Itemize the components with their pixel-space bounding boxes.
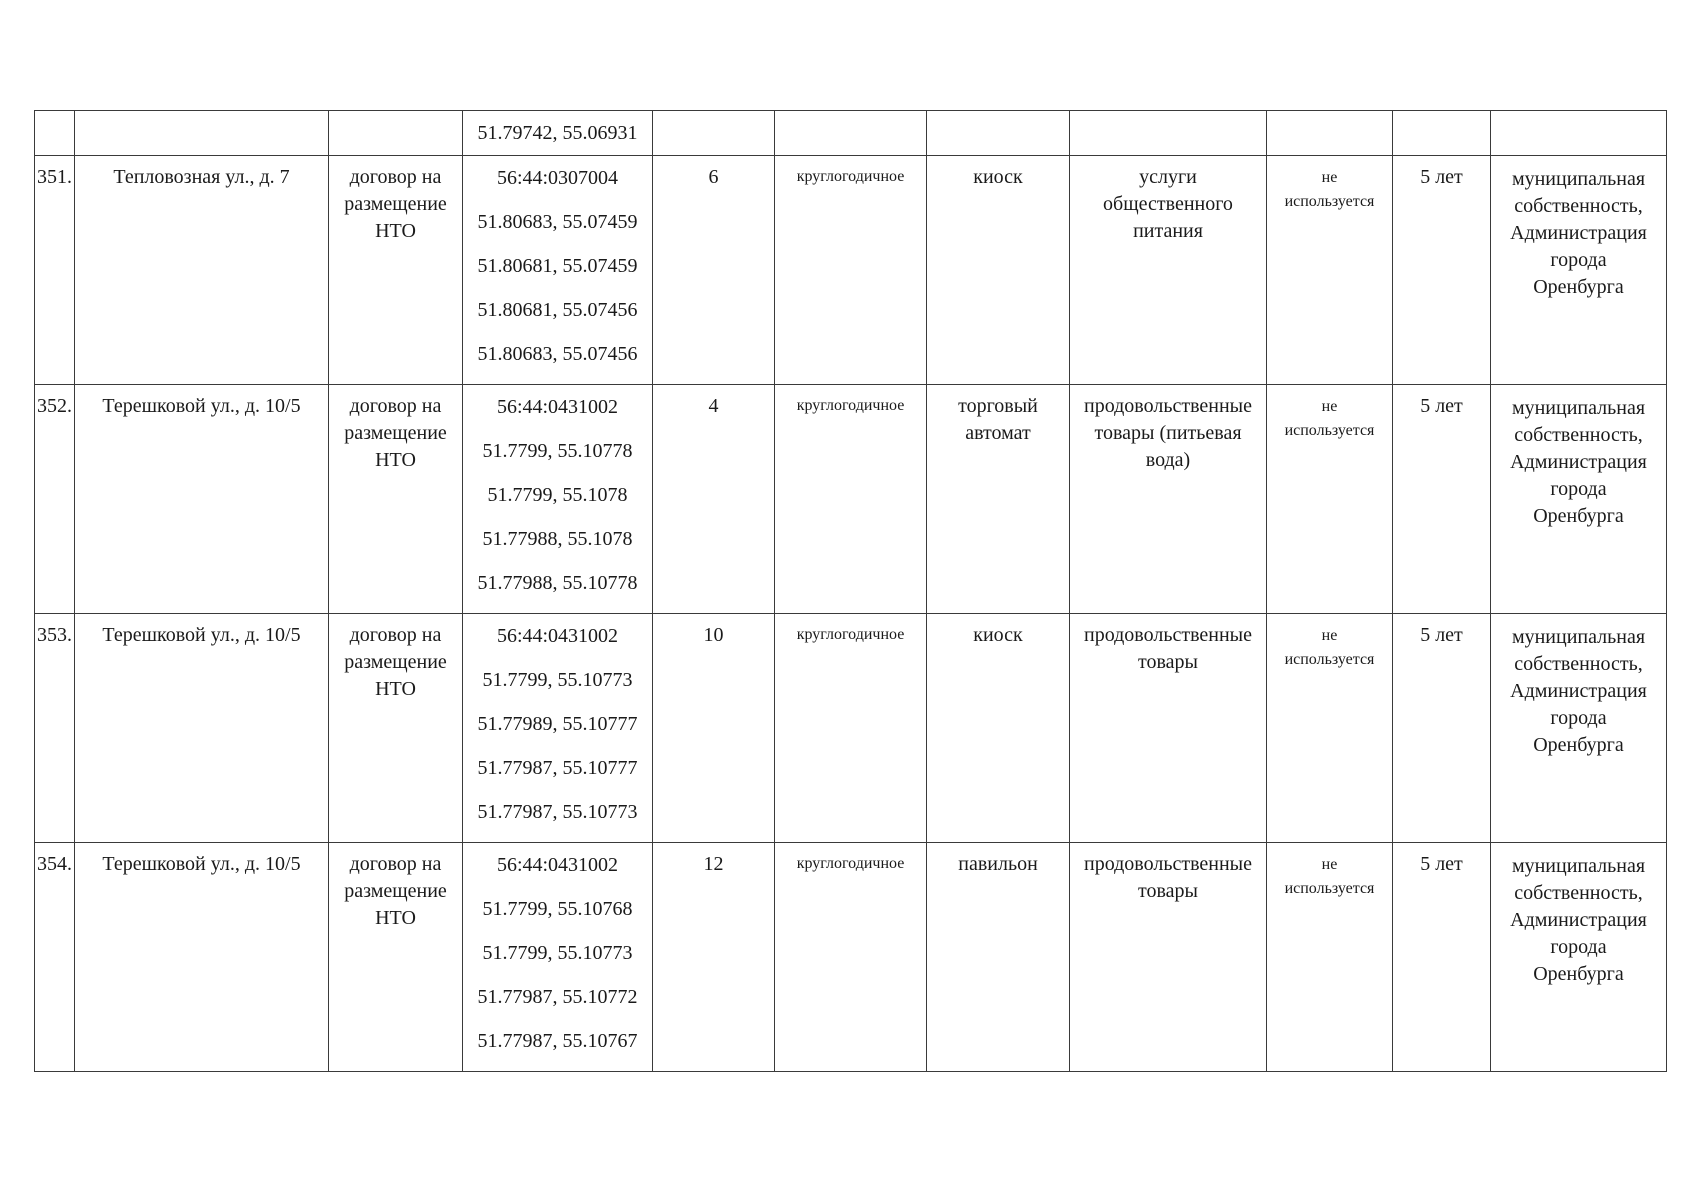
specialization-line: продовольственные (1084, 624, 1252, 646)
coordinate-line: 56:44:0431002 (496, 396, 619, 418)
coordinate-line: 51.80681, 55.07456 (477, 299, 638, 321)
basis-line: договор на (349, 395, 442, 417)
basis-line: НТО (375, 907, 416, 929)
coordinate-line: 56:44:0431002 (496, 854, 619, 876)
cell-term: 5 лет (1393, 843, 1491, 1072)
cell-basis (329, 843, 463, 1072)
cell-owner (1491, 843, 1667, 1072)
owner-line: Оренбурга (1533, 505, 1624, 527)
basis-line: договор на (349, 853, 442, 875)
coordinate-line: 51.77987, 55.10773 (477, 801, 638, 823)
cell-num: 352. (35, 385, 75, 614)
cell-period: круглогодичное (775, 156, 927, 385)
owner-line: муниципальная (1511, 168, 1646, 190)
specialization-line: услуги (1139, 166, 1197, 188)
owner-line: Администрация (1510, 451, 1647, 473)
owner-line: собственность, (1514, 195, 1643, 217)
specialization-line: товары (1138, 880, 1198, 902)
basis-line: размещение (344, 422, 447, 444)
owner-line: муниципальная (1511, 626, 1646, 648)
owner-line: муниципальная (1511, 855, 1646, 877)
cell-basis (329, 385, 463, 614)
basis-line: договор на (349, 624, 442, 646)
nto-placement-table (34, 110, 1667, 1072)
basis-line: размещение (344, 193, 447, 215)
coordinate-line: 51.7799, 55.10773 (482, 669, 633, 691)
cell-owner (1491, 111, 1667, 156)
basis-line: размещение (344, 651, 447, 673)
coordinate-line: 51.77987, 55.10772 (477, 986, 638, 1008)
table-row-continued (35, 111, 1667, 156)
coordinate-line: 51.77989, 55.10777 (477, 713, 638, 735)
cell-period: круглогодичное (775, 385, 927, 614)
cell-term: 5 лет (1393, 156, 1491, 385)
coordinate-line: 51.79742, 55.06931 (477, 122, 638, 144)
cell-address: Тепловозная ул., д. 7 (75, 156, 329, 385)
cell-specialization (1070, 614, 1267, 843)
status-line: не (1321, 856, 1338, 873)
basis-line: НТО (375, 678, 416, 700)
coordinate-line: 51.7799, 55.10773 (482, 942, 633, 964)
cell-basis (329, 111, 463, 156)
cell-coordinates (463, 614, 653, 843)
cell-area: 6 (653, 156, 775, 385)
cell-num: 353. (35, 614, 75, 843)
owner-line: Оренбурга (1533, 734, 1624, 756)
owner-line: города (1550, 249, 1607, 271)
cell-address (75, 111, 329, 156)
cell-object-type (927, 111, 1070, 156)
specialization-line: вода) (1145, 449, 1191, 471)
cell-basis (329, 156, 463, 385)
coordinate-line: 56:44:0431002 (496, 625, 619, 647)
status-line: используется (1284, 422, 1375, 439)
object-type-line: киоск (973, 624, 1023, 646)
cell-term: 5 лет (1393, 614, 1491, 843)
status-line: не (1321, 169, 1338, 186)
specialization-line: товары (питьевая (1094, 422, 1242, 444)
owner-line: города (1550, 478, 1607, 500)
coordinate-line: 51.7799, 55.1078 (487, 484, 628, 506)
cell-status (1267, 111, 1393, 156)
cell-status (1267, 843, 1393, 1072)
status-line: не (1321, 398, 1338, 415)
owner-line: Администрация (1510, 680, 1647, 702)
cell-object-type (927, 843, 1070, 1072)
coordinate-line: 51.80683, 55.07459 (477, 211, 638, 233)
owner-line: города (1550, 936, 1607, 958)
status-line: используется (1284, 880, 1375, 897)
specialization-line: питания (1133, 220, 1203, 242)
cell-area: 10 (653, 614, 775, 843)
specialization-line: продовольственные (1084, 853, 1252, 875)
cell-object-type (927, 385, 1070, 614)
owner-line: города (1550, 707, 1607, 729)
cell-term (1393, 111, 1491, 156)
table-row (35, 843, 1667, 1072)
cell-owner (1491, 385, 1667, 614)
object-type-line: автомат (965, 422, 1031, 444)
cell-specialization (1070, 156, 1267, 385)
cell-coordinates (463, 385, 653, 614)
coordinate-line: 51.77988, 55.1078 (482, 528, 633, 550)
owner-line: собственность, (1514, 424, 1643, 446)
cell-owner (1491, 614, 1667, 843)
cell-address: Терешковой ул., д. 10/5 (75, 843, 329, 1072)
status-line: используется (1284, 651, 1375, 668)
cell-area: 12 (653, 843, 775, 1072)
cell-specialization (1070, 843, 1267, 1072)
cell-status (1267, 385, 1393, 614)
owner-line: Оренбурга (1533, 276, 1624, 298)
coordinate-line: 51.7799, 55.10778 (482, 440, 633, 462)
cell-period: круглогодичное (775, 843, 927, 1072)
specialization-line: товары (1138, 651, 1198, 673)
table-body (35, 111, 1667, 1072)
coordinate-line: 51.77987, 55.10777 (477, 757, 638, 779)
coordinate-line: 56:44:0307004 (496, 167, 619, 189)
cell-term: 5 лет (1393, 385, 1491, 614)
status-line: не (1321, 627, 1338, 644)
cell-period: круглогодичное (775, 614, 927, 843)
coordinate-line: 51.77988, 55.10778 (477, 572, 638, 594)
coordinate-line: 51.7799, 55.10768 (482, 898, 633, 920)
basis-line: НТО (375, 449, 416, 471)
table-row (35, 156, 1667, 385)
cell-area: 4 (653, 385, 775, 614)
specialization-line: продовольственные (1084, 395, 1252, 417)
owner-line: Администрация (1510, 222, 1647, 244)
cell-object-type (927, 156, 1070, 385)
cell-coordinates (463, 843, 653, 1072)
coordinate-line: 51.77987, 55.10767 (477, 1030, 638, 1052)
table-row (35, 614, 1667, 843)
basis-line: НТО (375, 220, 416, 242)
table-row (35, 385, 1667, 614)
cell-status (1267, 156, 1393, 385)
cell-coordinates (463, 111, 653, 156)
basis-line: размещение (344, 880, 447, 902)
cell-basis (329, 614, 463, 843)
cell-status (1267, 614, 1393, 843)
cell-num: 351. (35, 156, 75, 385)
object-type-line: павильон (958, 853, 1038, 875)
owner-line: собственность, (1514, 882, 1643, 904)
object-type-line: киоск (973, 166, 1023, 188)
status-line: используется (1284, 193, 1375, 210)
cell-address: Терешковой ул., д. 10/5 (75, 385, 329, 614)
coordinate-line: 51.80683, 55.07456 (477, 343, 638, 365)
owner-line: собственность, (1514, 653, 1643, 675)
owner-line: муниципальная (1511, 397, 1646, 419)
cell-num (35, 111, 75, 156)
cell-specialization (1070, 385, 1267, 614)
owner-line: Администрация (1510, 909, 1647, 931)
cell-num: 354. (35, 843, 75, 1072)
object-type-line: торговый (958, 395, 1038, 417)
cell-specialization (1070, 111, 1267, 156)
cell-coordinates (463, 156, 653, 385)
cell-address: Терешковой ул., д. 10/5 (75, 614, 329, 843)
cell-area (653, 111, 775, 156)
cell-owner (1491, 156, 1667, 385)
owner-line: Оренбурга (1533, 963, 1624, 985)
basis-line: договор на (349, 166, 442, 188)
cell-object-type (927, 614, 1070, 843)
coordinate-line: 51.80681, 55.07459 (477, 255, 638, 277)
specialization-line: общественного (1103, 193, 1233, 215)
cell-period (775, 111, 927, 156)
